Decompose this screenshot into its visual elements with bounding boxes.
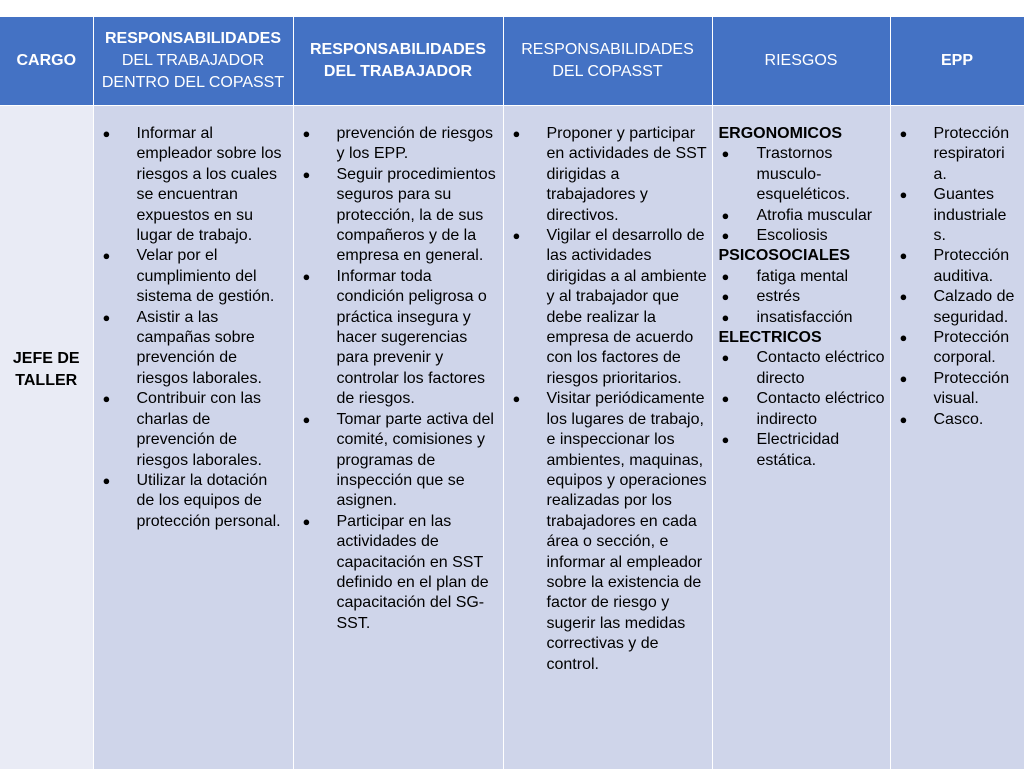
header-row — [0, 17, 1024, 106]
list-item-text: Guantes industriale s. — [934, 186, 1007, 244]
list-item — [504, 389, 708, 675]
risk-category-electricos: ELECTRICOS — [719, 328, 886, 348]
slide-top-margin — [0, 0, 1024, 17]
cargo-cell — [0, 106, 93, 769]
list-item-text: Trastornos musculo-esqueléticos. — [757, 145, 850, 203]
col2-cell — [93, 106, 293, 769]
bullet-dot-icon: ● — [303, 512, 311, 532]
bullet-dot-icon: ● — [103, 389, 111, 409]
list-item — [891, 287, 1020, 328]
col3-list — [294, 106, 503, 634]
bullet-dot-icon: ● — [303, 124, 311, 144]
bullet-dot-icon: ● — [900, 287, 908, 307]
cargo-value: JEFE DE TALLER — [0, 348, 93, 392]
bullet-dot-icon: ● — [303, 165, 311, 185]
list-item-text: Protección visual. — [934, 370, 1010, 407]
list-item — [891, 328, 1020, 369]
list-item-text: Electricidad estática. — [757, 431, 840, 468]
table-row — [0, 106, 1024, 769]
list-item-text: insatisfacción — [757, 309, 853, 326]
responsibilities-table — [0, 17, 1024, 769]
list-item — [294, 410, 499, 512]
header-resp-line1: RESPONSABILIDADES — [98, 28, 289, 50]
bullet-dot-icon: ● — [722, 348, 730, 368]
list-item — [94, 124, 289, 246]
list-item-text: Informar al empleador sobre los riesgos a los cuales se encuentran expuestos en su lugar de trabajo. — [137, 125, 282, 244]
header-resp-trabajador-copasst — [93, 17, 293, 106]
bullet-dot-icon: ● — [513, 226, 521, 246]
bullet-dot-icon: ● — [722, 308, 730, 328]
list-item — [294, 512, 499, 634]
bullet-dot-icon: ● — [722, 144, 730, 164]
list-item-text: Atrofia muscular — [757, 207, 873, 224]
bullet-dot-icon: ● — [103, 308, 111, 328]
list-item — [719, 267, 886, 287]
list-item — [719, 348, 886, 389]
list-item-text: Escoliosis — [757, 227, 828, 244]
header-resp-copasst: RESPONSABILIDADES DEL COPASST — [503, 17, 712, 106]
bullet-dot-icon: ● — [900, 328, 908, 348]
col3-cell — [293, 106, 503, 769]
list-item-text: Visitar periódicamente los lugares de trabajo, e inspeccionar los ambientes, maquinas, equipos y operaciones realizadas por los trabajadores en cada área o sección, e informar al empleador sobre la existencia de factor de riesgo y sugerir las medidas correctivas y de control. — [547, 390, 707, 672]
epp-list — [891, 106, 1024, 430]
risk-items — [719, 144, 886, 246]
list-item — [94, 471, 289, 532]
list-item-text: Proponer y participar en actividades de SST dirigidas a trabajadores y directivos. — [547, 125, 707, 224]
list-item — [94, 308, 289, 390]
list-item — [719, 144, 886, 205]
list-item — [719, 206, 886, 226]
bullet-dot-icon: ● — [103, 471, 111, 491]
list-item — [891, 369, 1020, 410]
header-cargo: CARGO — [0, 17, 93, 106]
bullet-dot-icon: ● — [513, 124, 521, 144]
header-resp-line2: DEL TRABAJADOR DENTRO DEL COPASST — [102, 52, 284, 91]
list-item-text: estrés — [757, 288, 801, 305]
list-item — [94, 389, 289, 471]
list-item — [719, 308, 886, 328]
list-item-text: Velar por el cumplimiento del sistema de gestión. — [137, 247, 275, 305]
bullet-dot-icon: ● — [722, 206, 730, 226]
list-item-text: Calzado de seguridad. — [934, 288, 1015, 325]
list-item — [719, 389, 886, 430]
col2-list — [94, 106, 293, 532]
list-item — [891, 246, 1020, 287]
bullet-dot-icon: ● — [103, 246, 111, 266]
risk-category-psicosociales: PSICOSOCIALES — [719, 246, 886, 266]
col4-cell — [503, 106, 712, 769]
bullet-dot-icon: ● — [722, 389, 730, 409]
risk-items — [719, 348, 886, 470]
riesgos-cell — [712, 106, 890, 769]
list-item-text: Informar toda condición peligrosa o práctica insegura y hacer sugerencias para prevenir y controlar los factores de riesgos. — [337, 268, 487, 407]
list-item — [94, 246, 289, 307]
list-item-text: Vigilar el desarrollo de las actividades dirigidas a al ambiente y al trabajador que debe realizar la empresa de acuerdo con los factores de riesgos prioritarios. — [547, 227, 707, 387]
bullet-dot-icon: ● — [900, 369, 908, 389]
list-item — [504, 124, 708, 226]
bullet-dot-icon: ● — [513, 389, 521, 409]
bullet-dot-icon: ● — [900, 246, 908, 266]
list-item-text: prevención de riesgos y los EPP. — [337, 125, 494, 162]
header-resp-trabajador: RESPONSABILIDADES DEL TRABAJADOR — [293, 17, 503, 106]
bullet-dot-icon: ● — [722, 226, 730, 246]
bullet-dot-icon: ● — [103, 124, 111, 144]
list-item — [294, 165, 499, 267]
list-item-text: Asistir a las campañas sobre prevención de riesgos laborales. — [137, 309, 262, 387]
list-item-text: Protección auditiva. — [934, 247, 1010, 284]
list-item-text: Contacto eléctrico directo — [757, 349, 885, 386]
riesgos-list — [713, 106, 890, 471]
header-epp: EPP — [890, 17, 1024, 106]
list-item — [294, 124, 499, 165]
list-item-text: Contribuir con las charlas de prevención de riesgos laborales. — [137, 390, 262, 468]
col4-list — [504, 106, 712, 675]
list-item — [891, 124, 1020, 185]
list-item-text: Casco. — [934, 411, 984, 428]
header-riesgos: RIESGOS — [712, 17, 890, 106]
bullet-dot-icon: ● — [722, 430, 730, 450]
list-item — [719, 226, 886, 246]
list-item — [891, 410, 1020, 430]
bullet-dot-icon: ● — [900, 410, 908, 430]
list-item — [891, 185, 1020, 246]
list-item — [294, 267, 499, 410]
list-item-text: Utilizar la dotación de los equipos de protección personal. — [137, 472, 281, 530]
risk-items — [719, 267, 886, 328]
epp-cell — [890, 106, 1024, 769]
list-item — [504, 226, 708, 389]
list-item — [719, 430, 886, 471]
bullet-dot-icon: ● — [722, 287, 730, 307]
list-item-text: Protección corporal. — [934, 329, 1010, 366]
bullet-dot-icon: ● — [900, 185, 908, 205]
bullet-dot-icon: ● — [722, 267, 730, 287]
list-item-text: Participar en las actividades de capacitación en SST definido en el plan de capacitación del SG-SST. — [337, 513, 489, 632]
list-item-text: Seguir procedimientos seguros para su protección, la de sus compañeros y de la empresa en general. — [337, 166, 496, 265]
list-item-text: Tomar parte activa del comité, comisiones y programas de inspección que se asignen. — [337, 411, 494, 510]
list-item-text: Contacto eléctrico indirecto — [757, 390, 885, 427]
list-item-text: fatiga mental — [757, 268, 849, 285]
bullet-dot-icon: ● — [303, 410, 311, 430]
risk-category-ergonomicos: ERGONOMICOS — [719, 124, 886, 144]
list-item-text: Protección respiratori a. — [934, 125, 1010, 183]
list-item — [719, 287, 886, 307]
bullet-dot-icon: ● — [303, 267, 311, 287]
bullet-dot-icon: ● — [900, 124, 908, 144]
